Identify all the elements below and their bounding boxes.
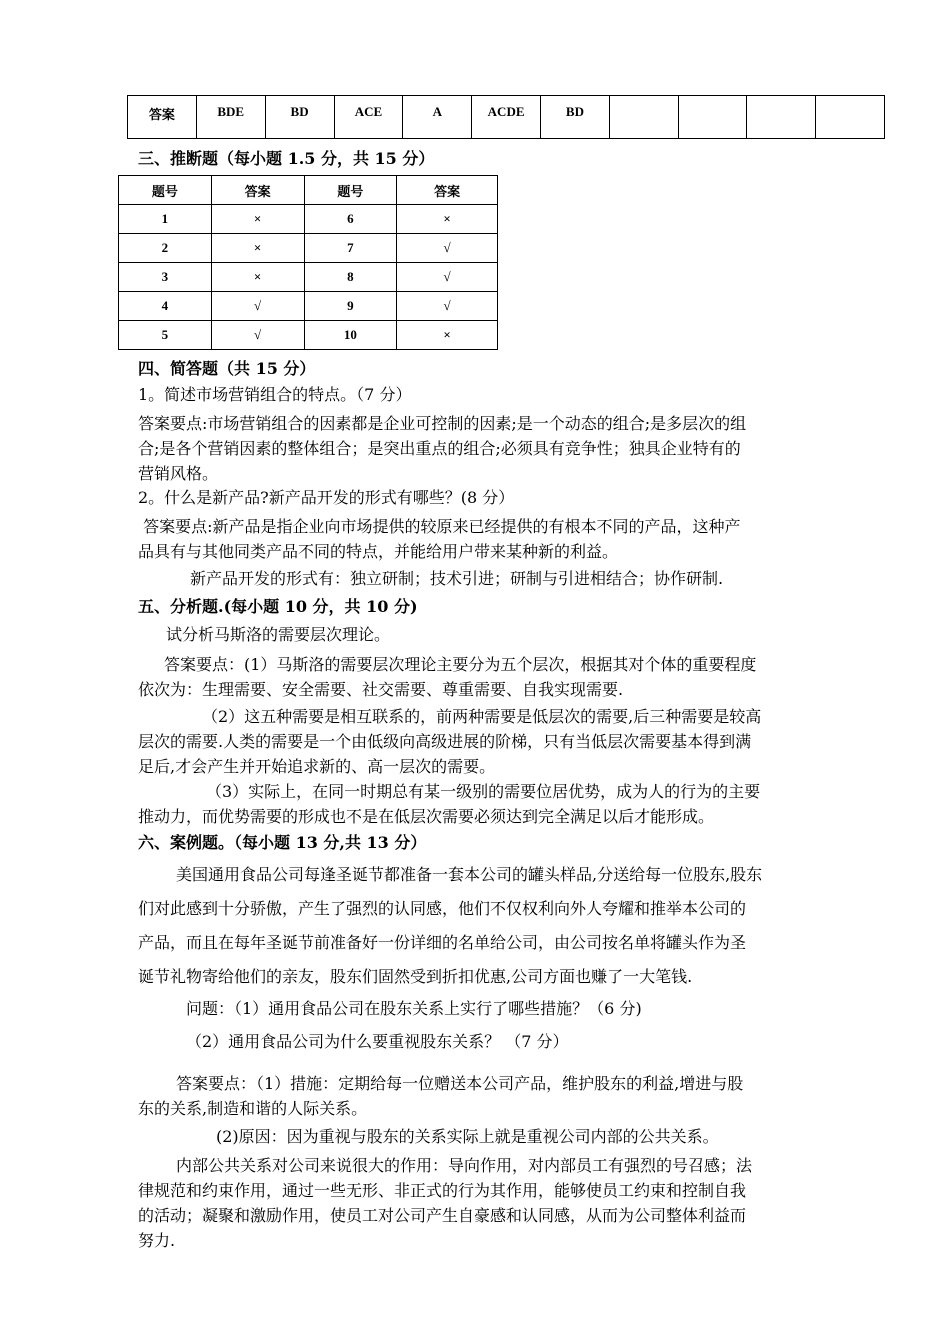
answer-paragraph <box>138 779 760 829</box>
table-row <box>119 234 498 263</box>
table-cell: 2 <box>119 234 212 263</box>
answer-paragraph <box>138 704 761 779</box>
text-line: 产品，而且在每年圣诞节前准备好一份详细的名单给公司，由公司按名单将罐头作为圣 <box>138 933 747 952</box>
table-cell: √ <box>397 292 498 321</box>
table-cell: 4 <box>119 292 212 321</box>
text-line: 品具有与其他同类产品不同的特点，并能给用户带来某种新的利益。 <box>138 542 619 561</box>
answer-cell <box>609 96 678 139</box>
text-line: 推动力，而优势需要的形成也不是在低层次需要必须达到完全满足以后才能形成。 <box>138 807 715 826</box>
table-row <box>119 292 498 321</box>
table-header-row <box>119 176 498 205</box>
answer-cell: BDE <box>196 96 265 139</box>
text-line: 合;是各个营销因素的整体组合；是突出重点的组合;必须具有竞争性；独具企业特有的 <box>138 439 741 458</box>
table-cell: 7 <box>304 234 397 263</box>
question-text: 1。简述市场营销组合的特点。（7 分） <box>138 385 412 404</box>
table-cell: × <box>397 321 498 350</box>
text-line: 内部公共关系对公司来说很大的作用：导向作用，对内部员工有强烈的号召感；法 <box>176 1156 753 1175</box>
table-cell: 5 <box>119 321 212 350</box>
table-row <box>119 321 498 350</box>
text-line: 答案要点：（1）措施：定期给每一位赠送本公司产品，维护股东的利益,增进与股 <box>176 1074 744 1093</box>
answer-cell: BD <box>541 96 610 139</box>
table-cell: 3 <box>119 263 212 292</box>
answer-paragraph <box>138 411 746 486</box>
text-line: 答案要点：(1）马斯洛的需要层次理论主要分为五个层次，根据其对个体的重要程度 <box>164 655 757 674</box>
text-line: 依次为：生理需要、安全需要、社交需要、尊重需要、自我实现需要. <box>138 680 624 699</box>
question-text: 问题：（1）通用食品公司在股东关系上实行了哪些措施？（6 分) <box>186 999 642 1018</box>
answer-cell: BD <box>265 96 334 139</box>
table-cell: × <box>397 205 498 234</box>
section3-heading: 三、推断题（每小题 1.5 分，共 15 分） <box>138 149 435 168</box>
text-line: （2）这五种需要是相互联系的，前两种需要是低层次的需要,后三种需要是较高 <box>202 707 762 726</box>
question-text: （2）通用食品公司为什么要重视股东关系？ （7 分） <box>186 1032 569 1051</box>
table-row <box>119 263 498 292</box>
answer-paragraph <box>138 514 740 564</box>
text-line: 答案要点:市场营销组合的因素都是企业可控制的因素;是一个动态的组合;是多层次的组 <box>138 414 747 433</box>
answer-text: 新产品开发的形式有：独立研制；技术引进；研制与引进相结合；协作研制. <box>190 569 724 588</box>
table-cell: × <box>211 205 304 234</box>
table-cell: √ <box>211 321 304 350</box>
question-text: 2。什么是新产品?新产品开发的形式有哪些？(8 分） <box>138 488 515 507</box>
answer-cell <box>678 96 747 139</box>
text-line: 东的关系,制造和谐的人际关系。 <box>138 1099 368 1118</box>
answer-cell <box>816 96 885 139</box>
text-line: 美国通用食品公司每逢圣诞节都准备一套本公司的罐头样品,分送给每一位股东,股东 <box>176 865 763 884</box>
column-header: 题号 <box>304 176 397 205</box>
answer-cell: ACDE <box>472 96 541 139</box>
multiple-choice-answer-table <box>127 95 885 139</box>
text-line: 足后,才会产生并开始追求新的、高一层次的需要。 <box>138 757 496 776</box>
true-false-answer-table <box>118 175 498 350</box>
answer-paragraph <box>138 652 756 702</box>
column-header: 答案 <box>397 176 498 205</box>
section6-heading: 六、案例题。（每小题 13 分,共 13 分） <box>138 833 427 852</box>
text-line: 律规范和约束作用，通过一些无形、非正式的行为其作用，能够使员工约束和控制自我 <box>138 1181 747 1200</box>
text-line: 营销风格。 <box>138 464 219 483</box>
text-line: 层次的需要.人类的需要是一个由低级向高级进展的阶梯，只有当低层次需要基本得到满 <box>138 732 752 751</box>
column-header: 答案 <box>211 176 304 205</box>
section5-heading: 五、分析题.(每小题 10 分，共 10 分) <box>138 597 418 616</box>
question-text: 试分析马斯洛的需要层次理论。 <box>166 625 391 644</box>
table-cell: × <box>211 263 304 292</box>
answer-cell: A <box>403 96 472 139</box>
table-cell: 6 <box>304 205 397 234</box>
case-paragraph <box>138 858 762 994</box>
answer-paragraph <box>138 1071 743 1121</box>
text-line: 诞节礼物寄给他们的亲友，股东们固然受到折扣优惠,公司方面也赚了一大笔钱. <box>138 967 693 986</box>
table-cell: √ <box>211 292 304 321</box>
section4-heading: 四、简答题（共 15 分） <box>138 359 316 378</box>
answer-cell <box>747 96 816 139</box>
table-row <box>119 205 498 234</box>
table-cell: 9 <box>304 292 397 321</box>
answer-paragraph <box>138 1153 752 1253</box>
table-cell: √ <box>397 234 498 263</box>
table-cell: √ <box>397 263 498 292</box>
text-line: 答案要点:新产品是指企业向市场提供的较原来已经提供的有根本不同的产品，这种产 <box>138 517 741 536</box>
answer-cell: ACE <box>334 96 403 139</box>
table-row <box>128 96 885 139</box>
text-line: （3）实际上，在同一时期总有某一级别的需要位居优势，成为人的行为的主要 <box>206 782 761 801</box>
table-cell: 1 <box>119 205 212 234</box>
table-cell: × <box>211 234 304 263</box>
answer-label-cell: 答案 <box>128 96 197 139</box>
text-line: 的活动；凝聚和激励作用，使员工对公司产生自豪感和认同感，从而为公司整体利益而 <box>138 1206 747 1225</box>
answer-text: (2)原因：因为重视与股东的关系实际上就是重视公司内部的公共关系。 <box>216 1127 719 1146</box>
table-cell: 10 <box>304 321 397 350</box>
table-cell: 8 <box>304 263 397 292</box>
text-line: 努力. <box>138 1231 176 1250</box>
column-header: 题号 <box>119 176 212 205</box>
text-line: 们对此感到十分骄傲，产生了强烈的认同感，他们不仅权利向外人夸耀和推举本公司的 <box>138 899 747 918</box>
